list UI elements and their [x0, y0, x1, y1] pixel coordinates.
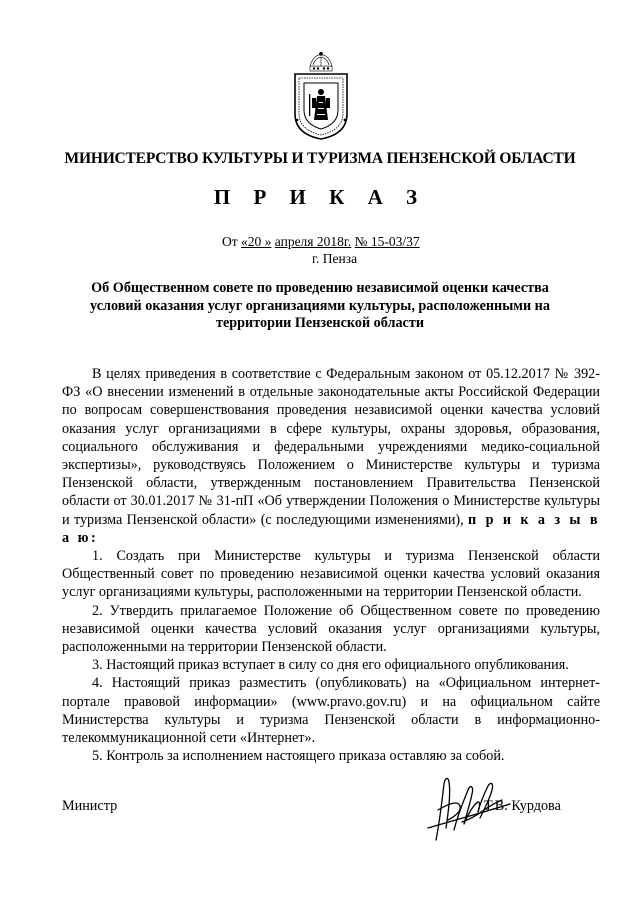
order-title: П Р И К А З	[213, 185, 427, 209]
order-item: 2. Утвердить прилагаемое Положение об Общественном совете по проведению независимой оценки качества условий оказания услуг организациями культуры, расположенными на территории Пензенской области.	[62, 602, 600, 656]
date-month-year: апреля 2018г.	[274, 234, 352, 249]
prikazyvayu-word: п р и к а з ы в а ю:	[62, 511, 601, 546]
order-number: № 15-03/37	[354, 234, 420, 249]
order-date-line	[222, 234, 420, 250]
order-item: 5. Контроль за исполнением настоящего приказа оставляю за собой.	[92, 748, 505, 765]
city: г. Пенза	[312, 251, 358, 266]
order-item: 1. Создать при Министерстве культуры и туризма Пензенской области Общественный совет по проведению независимой оценки качества условий оказания услуг организациями культуры, расположенными на территории Пензенской области.	[62, 548, 600, 601]
signatory-name: Т.В. Курдова	[484, 798, 561, 814]
document-title: Об Общественном совете по проведению независимой оценки качества условий оказания услуг организациями культуры, расположенными на территории Пензенской области	[90, 280, 550, 331]
signatory-position: Министр	[62, 798, 118, 814]
coat-of-arms-emblem	[290, 52, 352, 140]
date-prefix: От	[222, 234, 238, 249]
order-item: 3. Настоящий приказ вступает в силу со дня его официального опубликования.	[92, 657, 569, 674]
preamble-text: В целях приведения в соответствие с Федеральным законом от 05.12.2017 № 392-ФЗ «О внесении изменений в отдельные законодательные акты Российской Федерации по вопросам совершенствования проведения независимой оценки качества условий оказания услуг организациями в сфере культуры, охраны здоровья, образования, социального обслуживания и федеральными учреждениями медико-социальной экспертизы», руководствуясь Положением о Министерстве культуры и туризма Пензенской области, утвержденным постановлением Правительства Пензенской области от 30.01.2017 № 31-пП «Об утверждении Положения о Министерстве культуры и туризма Пензенской области» (с последующими изменениями),	[62, 366, 600, 528]
document-body	[62, 365, 600, 765]
date-day: «20 »	[241, 234, 272, 249]
order-item: 4. Настоящий приказ разместить (опубликовать) на «Официальном интернет-портале правовой информации» (www.pravo.gov.ru) и на официальном сайте Министерства культуры и туризма Пензенской области в информационно-телекоммуникационной сети «Интернет».	[62, 675, 600, 747]
ministry-name: МИНИСТЕРСТВО КУЛЬТУРЫ И ТУРИЗМА ПЕНЗЕНСКОЙ ОБЛАСТИ	[64, 150, 576, 167]
preamble-paragraph	[62, 365, 600, 547]
